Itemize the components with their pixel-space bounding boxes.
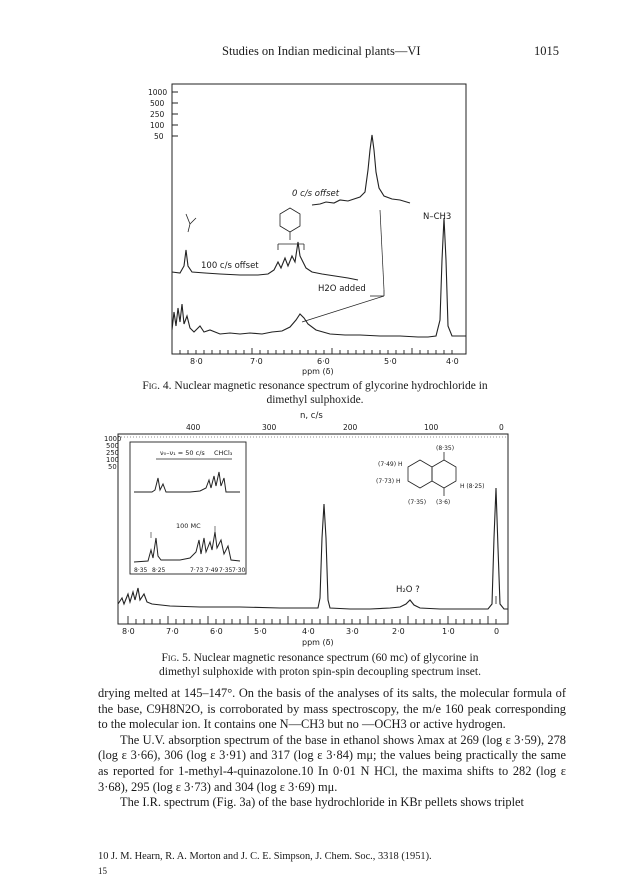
fig5-scale-250: 250 (106, 449, 119, 457)
fig4-trace-100cs (172, 242, 358, 280)
fig5-xtick-4: 4·0 (302, 627, 315, 636)
fig4-label-nch3: N–CH3 (423, 212, 452, 222)
figure-5-caption (140, 651, 500, 679)
fig5-top-axis-title: n, c/s (300, 411, 323, 421)
fig5-toptick-400: 400 (186, 423, 201, 432)
fig5-struct-label-735: (7·35) (408, 499, 427, 506)
fig4-scale-250: 250 (150, 110, 165, 119)
page-number: 1015 (534, 44, 559, 58)
fig4-structure-sketch (186, 208, 304, 250)
fig5-xtick-0: 0 (494, 627, 500, 636)
figure-4-caption (140, 379, 490, 407)
fig5-inset-label-top: ν₀–ν₁ = 50 c/s (160, 449, 205, 457)
fig5-inset-label-100mc: 100 MC (176, 522, 201, 530)
fig5-label-h2o: H₂O ? (396, 585, 420, 595)
fig4-frame (172, 84, 466, 354)
fig5-toptick-0: 0 (499, 423, 504, 432)
fig5-struct-label-835: (8·35) (436, 445, 455, 452)
fig5-inset-tick-825: 8·25 (152, 567, 166, 574)
fig5-xtick-7: 7·0 (166, 627, 179, 636)
fig4-xtick-6: 6·0 (317, 357, 330, 366)
fig4-trace-main (172, 218, 466, 337)
fig5-struct-label-773: (7·73) H (376, 478, 401, 485)
figure-4-nmr-spectrum (0, 0, 624, 380)
running-title: Studies on Indian medicinal plants—VI (222, 44, 421, 58)
body-text (98, 686, 566, 811)
fig5-inset-tick-749: 7·49 (205, 567, 219, 574)
fig4-scale-100: 100 (150, 121, 165, 130)
fig4-label-h2o: H2O added (318, 284, 366, 294)
fig4-scale-1000: 1000 (148, 88, 168, 97)
fig5-inset-box (130, 442, 246, 574)
fig4-scale-50: 50 (154, 132, 164, 141)
fig4-xtick-5: 5·0 (384, 357, 397, 366)
fig5-caption-label: Fig. 5. (161, 652, 191, 664)
fig4-scale-500: 500 (150, 99, 165, 108)
fig5-scale-1000: 1000 (104, 435, 122, 443)
fig5-struct-label-749: (7·49) H (378, 461, 403, 468)
fig5-inset-tick-735: 7·35 (219, 567, 233, 574)
fig4-caption-text: Nuclear magnetic resonance spectrum of glycorine hydrochloride in dimethyl sulphoxide. (174, 380, 488, 406)
fig5-xtick-6: 6·0 (210, 627, 223, 636)
fig4-label-0cs: 0 c/s offset (292, 189, 340, 199)
fig5-toptick-200: 200 (343, 423, 358, 432)
signature-mark: 15 (98, 866, 107, 876)
fig5-xtick-5: 5·0 (254, 627, 267, 636)
fig4-label-100cs: 100 c/s offset (201, 261, 259, 271)
footnote: 10 J. M. Hearn, R. A. Morton and J. C. E. Simpson, J. Chem. Soc., 3318 (1951). (98, 851, 432, 862)
fig4-x-unit: ppm (δ) (302, 367, 334, 376)
paragraph-3: The I.R. spectrum (Fig. 3a) of the base hydrochloride in KBr pellets shows triplet (120, 795, 524, 810)
fig5-scale-50: 50 (108, 463, 117, 471)
fig5-xtick-2: 2·0 (392, 627, 405, 636)
fig4-caption-label: Fig. 4. (142, 380, 172, 392)
fig5-caption-text: Nuclear magnetic resonance spectrum (60 mc) of glycorine in dimethyl sulphoxide with proton spin-spin decoupling spectrum inset. (159, 652, 481, 678)
fig4-x-axis-ticks (172, 348, 452, 354)
fig4-xtick-4: 4·0 (446, 357, 459, 366)
figure-5-nmr-spectrum (0, 408, 624, 644)
fig5-xtick-3: 3·0 (346, 627, 359, 636)
fig5-inset-label-chcl3: CHCl₃ (214, 449, 233, 457)
paragraph-2: The U.V. absorption spectrum of the base in ethanol shows λmax at 269 (log ε 3·59), 278 (log ε 3·66), 306 (log ε 3·91) and 317 (log ε 3·84) mμ; the values being practically the same as reported for 1-methyl-4-quinazolone.10 In 0·01 N HCl, the maxima shifts to 282 (log ε 3·68), 295 (log ε 3·73) and 304 (log ε 3·69) mμ. (98, 732, 566, 794)
fig5-struct-label-825: H (8·25) (460, 483, 485, 490)
fig5-scale-100: 100 (106, 456, 119, 464)
fig4-xtick-7: 7·0 (250, 357, 263, 366)
fig5-xtick-8: 8·0 (122, 627, 135, 636)
fig5-toptick-100: 100 (424, 423, 439, 432)
fig5-x-unit: ppm (δ) (302, 638, 334, 647)
fig5-struct-label-36: (3·6) (436, 499, 451, 506)
fig5-inset-tick-730: 7·30 (232, 567, 246, 574)
fig5-scale-500: 500 (106, 442, 119, 450)
fig5-toptick-300: 300 (262, 423, 277, 432)
fig5-xtick-1: 1·0 (442, 627, 455, 636)
fig5-x-axis-ticks (128, 616, 496, 624)
fig5-structure-quinazolone (408, 452, 456, 496)
fig5-inset-tick-773: 7·73 (190, 567, 204, 574)
paragraph-1: drying melted at 145–147°. On the basis of the analyses of its salts, the molecular formula of the base, C9H8N2O, is corroborated by mass spectroscopy, the m/e 160 peak corresponding to the molecular ion. It contains one N—CH3 but no —OCH3 or active hydrogen. (98, 686, 566, 732)
fig4-xtick-8: 8·0 (190, 357, 203, 366)
fig5-inset-tick-835: 8·35 (134, 567, 148, 574)
